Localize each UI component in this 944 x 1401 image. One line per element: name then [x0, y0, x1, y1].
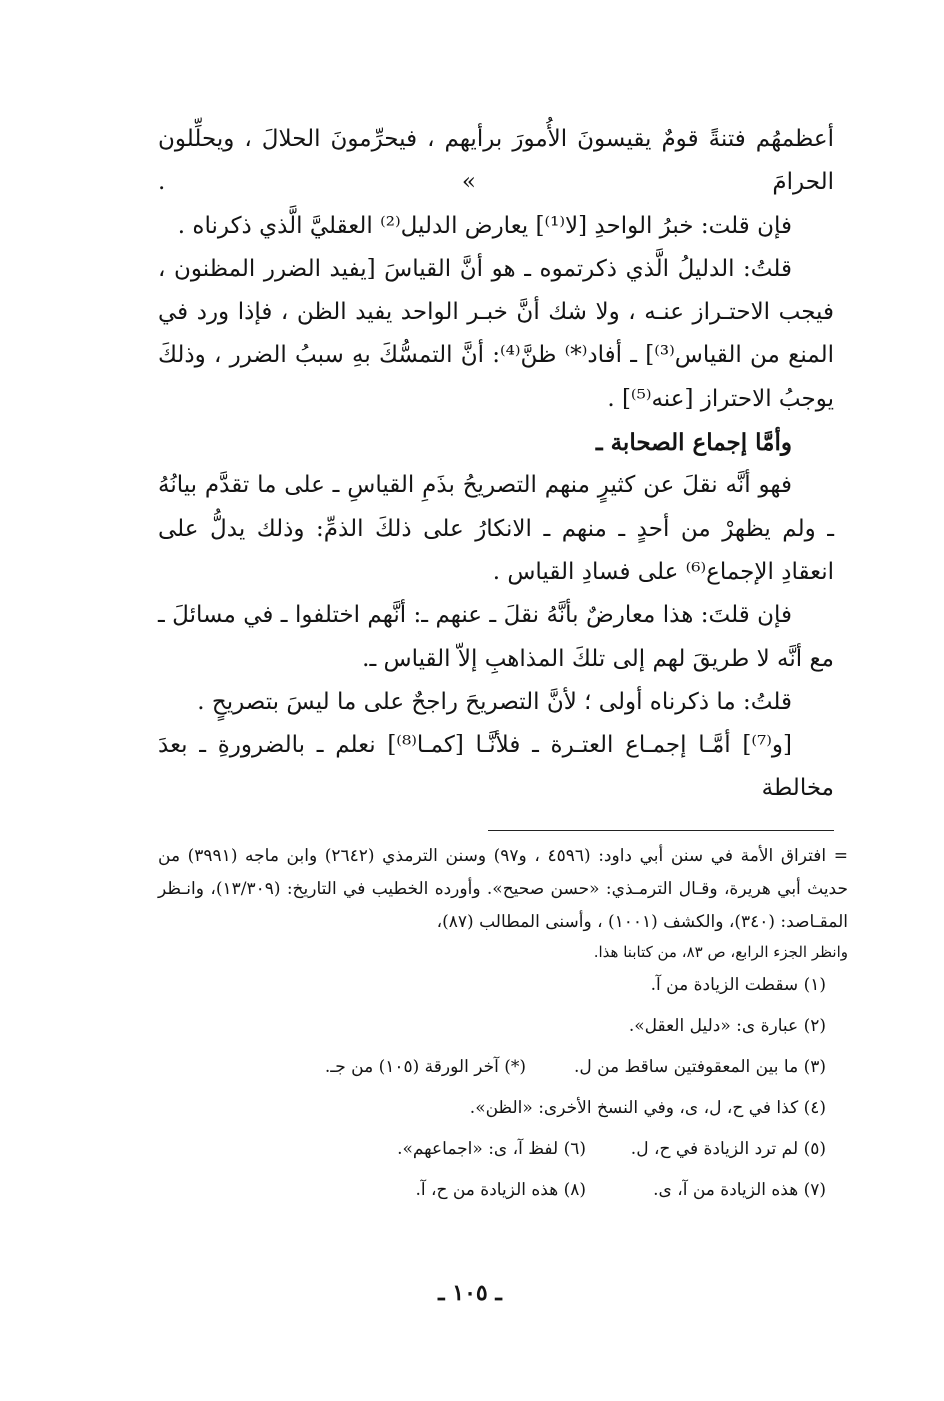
- paragraph-consensus: فهو أنَّه نقلَ عن كثيرٍ منهم التصريحُ بذَمِ القياسِ ـ على ما تقدَّم بيانُهُ ـ ولم يظهرْ من أحدٍ ـ منهم ـ الانكارُ على ذلكَ الذمِّ: وذلك يدلُّ على انعقادِ الإجماع⁽⁶⁾ على فسادِ القياس .: [158, 472, 834, 585]
- paragraph-objection-2: فإن قلتَ: هذا معارضٌ بأنَّهُ نقلَ ـ عنهم ـ: أنَّهم اختلفوا ـ في مسائلَ ـ مع أنَّه لا طريقَ لهم إلى تلكَ المذاهبِ إلاّ القياس ـ.: [158, 602, 834, 672]
- footnote-divider: [488, 830, 834, 831]
- paragraph-reply-1: قلتُ: الدليلُ الَّذي ذكرتموه ـ هو أنَّ القياسَ [يفيد الضرر المظنون ، فيجب الاحتـراز عنـه ، ولا شك أنَّ خبـر الواحد يفيد الظن ، فإذا ورد في المنع من القياس⁽³⁾] ـ أفاد⁽*⁾ ظنَّ⁽⁴⁾: أنَّ التمسُّكَ بهِ سببُ الضرر ، وذلكَ يوجبُ الاحتراز [عنه⁽⁵⁾] .: [158, 255, 834, 412]
- footnote-continuation: = افتراق الأمة في سنن أبي داود: (٤٥٩٦ ، و٩٧) وسنن الترمذي (٢٦٤٢) وابن ماجه (٣٩٩١) من حديث أبي هريرة، وقـال الترمـذي: «حسن صحيح». وأورده الخطيب في التاريخ: (١٣/٣٠٩)، وانـظر المقـاصد: (٣٤٠)، والكشف (١٠٠١) ، وأسنى المطالب (٨٧)،: [158, 846, 848, 932]
- footnote-7: (٧) هذه الزيادة من آ، ى.: [653, 1180, 826, 1200]
- footnote-4: (٤) كذا في ح، ل، ى، وفي النسخ الأخرى: «الظن».: [469, 1098, 826, 1118]
- footnotes: [158, 840, 848, 1211]
- page-number: ـ ١٠٥ ـ: [438, 1280, 502, 1306]
- paragraph-objection-1: فإن قلت: خبرُ الواحدِ [لا⁽¹⁾] يعارض الدليل⁽²⁾ العقليَّ الَّذي ذكرناه .: [177, 212, 792, 239]
- main-text: [158, 118, 834, 811]
- paragraph-hadith-end: أعظمهُم فتنةً قومٌ يقيسونَ الأُمورَ برأيهم ، فيحرِّمونَ الحلالَ ، ويحلِّلون الحرامَ » .: [158, 126, 834, 196]
- footnote-6: (٦) لفظ آ، ى: «اجماعهم».: [397, 1139, 586, 1159]
- footnote-2: (٢) عبارة ى: «دليل العقل».: [628, 1016, 826, 1036]
- footnote-1: (١) سقطت الزيادة من آ.: [650, 975, 826, 995]
- footnote-5: (٥) لم ترد الزيادة في ح، ل.: [630, 1139, 826, 1159]
- section-heading: وأمَّا إجماع الصحابة ـ: [595, 429, 792, 457]
- paragraph-reply-2: قلتُ: ما ذكرناه أولى ؛ لأنَّ التصريحَ راجحٌ على ما ليسَ بتصريحٍ .: [197, 688, 792, 715]
- footnote-8: (٨) هذه الزيادة من ح، آ.: [415, 1180, 586, 1200]
- footnote-row-7: [158, 1170, 848, 1211]
- paragraph-itra: [و⁽⁷⁾] أمَّـا إجمـاع العتـرة ـ فلأنَّـا [كمـا⁽⁸⁾] نعلم ـ بالضرورةِ ـ بعدَ مخالطة: [158, 732, 834, 802]
- footnote-continuation-end: وانظر الجزء الرابع، ص ٨٣، من كتابنا هذا.: [593, 943, 848, 961]
- footnote-3: (٣) ما بين المعقوفتين ساقط من ل.: [573, 1057, 826, 1077]
- footnote-row-5: [158, 1129, 848, 1170]
- footnote-row-3: [158, 1047, 848, 1088]
- footnote-star: (*) آخر الورقة (١٠٥) من جـ.: [324, 1057, 526, 1077]
